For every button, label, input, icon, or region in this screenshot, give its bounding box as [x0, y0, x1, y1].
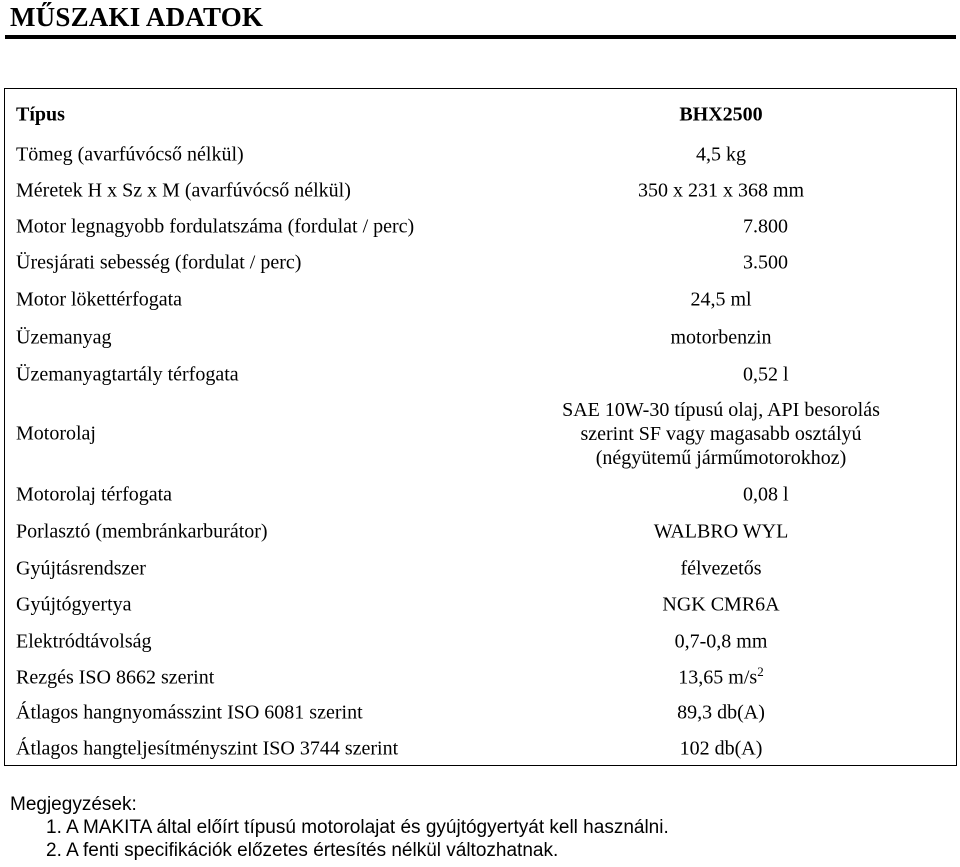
spec-value: 0,7-0,8 mm [674, 630, 768, 653]
spec-label: Gyújtógyertya [16, 593, 132, 616]
spec-value: 0,08 l [743, 483, 789, 506]
spec-row-displacement [5, 281, 956, 319]
spec-row-idle-speed [5, 245, 956, 281]
spec-label: Típus [16, 103, 65, 126]
spec-value: motorbenzin [670, 326, 772, 349]
spec-value: 0,52 l [743, 363, 789, 386]
spec-label: Gyújtásrendszer [16, 557, 146, 580]
spec-row-tank-volume [5, 357, 956, 393]
spec-row-vibration [5, 661, 956, 695]
spec-row-weight [5, 137, 956, 173]
spec-value: 102 db(A) [679, 737, 763, 760]
spec-label: Motor lökettérfogata [16, 288, 183, 311]
spec-row-ignition [5, 551, 956, 587]
spec-value: 350 x 231 x 368 mm [637, 179, 805, 202]
spec-value: 7.800 [743, 215, 788, 238]
spec-value [511, 663, 931, 690]
spec-row-electrode-gap [5, 623, 956, 661]
oil-spec-line: szerint SF vagy magasabb osztályú [580, 423, 862, 445]
spec-row-dimensions [5, 173, 956, 209]
spec-label: Rezgés ISO 8662 szerint [16, 666, 215, 689]
notes-section [10, 793, 669, 862]
spec-row-sound-power [5, 731, 956, 767]
spec-value: félvezetős [680, 557, 762, 580]
spec-row-oil-volume [5, 477, 956, 513]
spec-row-fuel [5, 319, 956, 357]
oil-spec-line: (négyütemű járműmotorokhoz) [595, 447, 847, 469]
spec-row-max-rpm [5, 209, 956, 245]
spec-label: Átlagos hangteljesítményszint ISO 3744 szerint [16, 737, 399, 760]
spec-label: Méretek H x Sz x M (avarfúvócső nélkül) [16, 179, 351, 202]
vibration-unit-exponent: 2 [757, 663, 764, 679]
spec-row-spark-plug [5, 587, 956, 623]
title-underline [5, 35, 956, 39]
spec-row-sound-pressure [5, 695, 956, 731]
spec-value: 24,5 ml [690, 288, 752, 311]
spec-value: 89,3 db(A) [677, 701, 765, 724]
spec-label: Átlagos hangnyomásszint ISO 6081 szerint [16, 701, 363, 724]
spec-value: 4,5 kg [696, 143, 746, 166]
vibration-value: 13,65 m/s [678, 666, 758, 689]
spec-value-multiline [511, 398, 931, 470]
spec-label: Porlasztó (membránkarburátor) [16, 520, 268, 543]
spec-label: Üzemanyag [16, 326, 112, 349]
spec-value: NGK CMR6A [662, 593, 780, 616]
spec-label: Motor legnagyobb fordulatszáma (fordulat / perc) [16, 215, 415, 238]
spec-row-carburetor [5, 513, 956, 551]
spec-label: Tömeg (avarfúvócső nélkül) [16, 143, 244, 166]
spec-label: Motorolaj térfogata [16, 483, 173, 506]
spec-value: WALBRO WYL [653, 520, 789, 543]
spec-label: Üresjárati sebesség (fordulat / perc) [16, 251, 302, 274]
spec-value: BHX2500 [679, 103, 763, 126]
page-title: MŰSZAKI ADATOK [10, 2, 264, 32]
oil-spec-line: SAE 10W-30 típusú olaj, API besorolás [562, 399, 880, 421]
spec-row-type [5, 95, 956, 135]
spec-label: Üzemanyagtartály térfogata [16, 363, 239, 386]
spec-label: Elektródtávolság [16, 630, 152, 653]
spec-row-engine-oil [5, 393, 956, 475]
notes-heading: Megjegyzések: [10, 794, 137, 815]
note-item: 1. A MAKITA által előírt típusú motorolajat és gyújtógyertyát kell használni. [46, 817, 669, 838]
specs-table [4, 88, 957, 766]
spec-value: 3.500 [743, 251, 788, 274]
note-item: 2. A fenti specifikációk előzetes értesítés nélkül változhatnak. [46, 840, 559, 861]
spec-label: Motorolaj [16, 422, 96, 445]
